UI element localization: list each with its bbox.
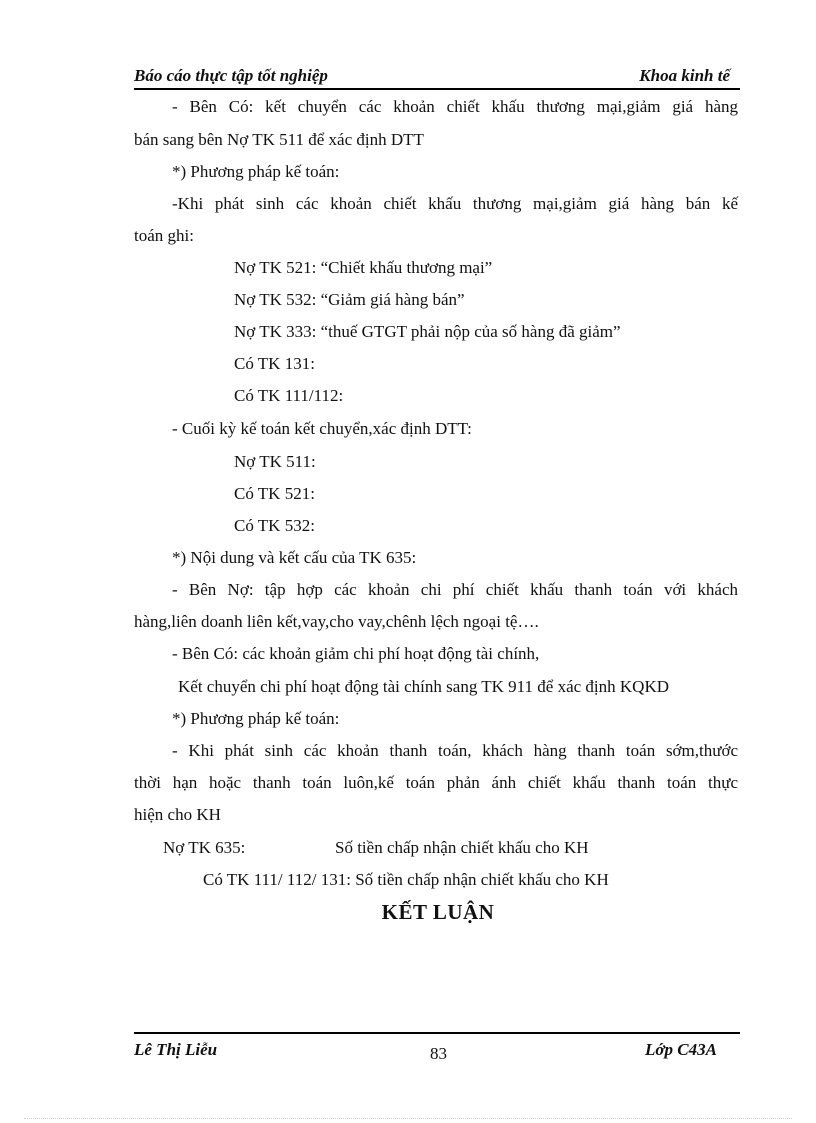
- page-edge-divider: [24, 1118, 792, 1119]
- paragraph-line: - Bên Có: kết chuyển các khoản chiết khấu thương mại,giảm giá hàng: [172, 97, 738, 116]
- section-heading: *) Phương pháp kế toán:: [172, 709, 340, 728]
- header-report-title: Báo cáo thực tập tốt nghiệp: [134, 66, 328, 85]
- section-heading: *) Nội dung và kết cấu của TK 635:: [172, 548, 417, 567]
- paragraph-line: hiện cho KH: [134, 805, 221, 824]
- entry-line: Có TK 521:: [234, 484, 315, 503]
- footer-class: Lớp C43A: [645, 1040, 717, 1059]
- footer-author: Lê Thị Liễu: [134, 1040, 218, 1059]
- entry-description: Số tiền chấp nhận chiết khấu cho KH: [335, 838, 589, 857]
- entry-line: Nợ TK 521: “Chiết khấu thương mại”: [234, 258, 493, 277]
- paragraph-line: toán ghi:: [134, 226, 194, 245]
- section-title: KẾT LUẬN: [381, 900, 495, 924]
- entry-line: Có TK 111/112:: [234, 386, 344, 405]
- page-number: 83: [430, 1044, 447, 1063]
- paragraph-line: Kết chuyển chi phí hoạt động tài chính sang TK 911 để xác định KQKD: [178, 677, 670, 696]
- paragraph-line: - Bên Nợ: tập hợp các khoản chi phí chiết khấu thanh toán với khách: [172, 580, 738, 599]
- entry-line: Nợ TK 532: “Giảm giá hàng bán”: [234, 290, 465, 309]
- entry-line: Có TK 131:: [234, 354, 315, 373]
- header-faculty: Khoa kinh tế: [639, 66, 730, 85]
- entry-line: Có TK 532:: [234, 516, 315, 535]
- entry-line: Nợ TK 333: “thuế GTGT phải nộp của số hàng đã giảm”: [234, 322, 621, 341]
- entry-line: Có TK 111/ 112/ 131: Số tiền chấp nhận chiết khấu cho KH: [203, 870, 609, 889]
- section-heading: *) Phương pháp kế toán:: [172, 162, 340, 181]
- paragraph-line: - Bên Có: các khoản giảm chi phí hoạt động tài chính,: [172, 644, 540, 663]
- paragraph-line: - Khi phát sinh các khoản thanh toán, khách hàng thanh toán sớm,thước: [172, 741, 738, 760]
- footer-divider: [134, 1032, 740, 1034]
- paragraph-line: -Khi phát sinh các khoản chiết khấu thương mại,giảm giá hàng bán kế: [172, 194, 738, 213]
- page-header: [134, 64, 740, 90]
- paragraph-line: bán sang bên Nợ TK 511 để xác định DTT: [134, 130, 424, 149]
- paragraph-line: - Cuối kỳ kế toán kết chuyển,xác định DTT:: [172, 419, 472, 438]
- paragraph-line: thời hạn hoặc thanh toán luôn,kế toán phản ánh chiết khấu thanh toán thực: [134, 773, 738, 792]
- paragraph-line: hàng,liên doanh liên kết,vay,cho vay,chênh lệch ngoại tệ….: [134, 612, 539, 631]
- entry-line: Nợ TK 511:: [234, 452, 316, 471]
- entry-account: Nợ TK 635:: [163, 838, 246, 857]
